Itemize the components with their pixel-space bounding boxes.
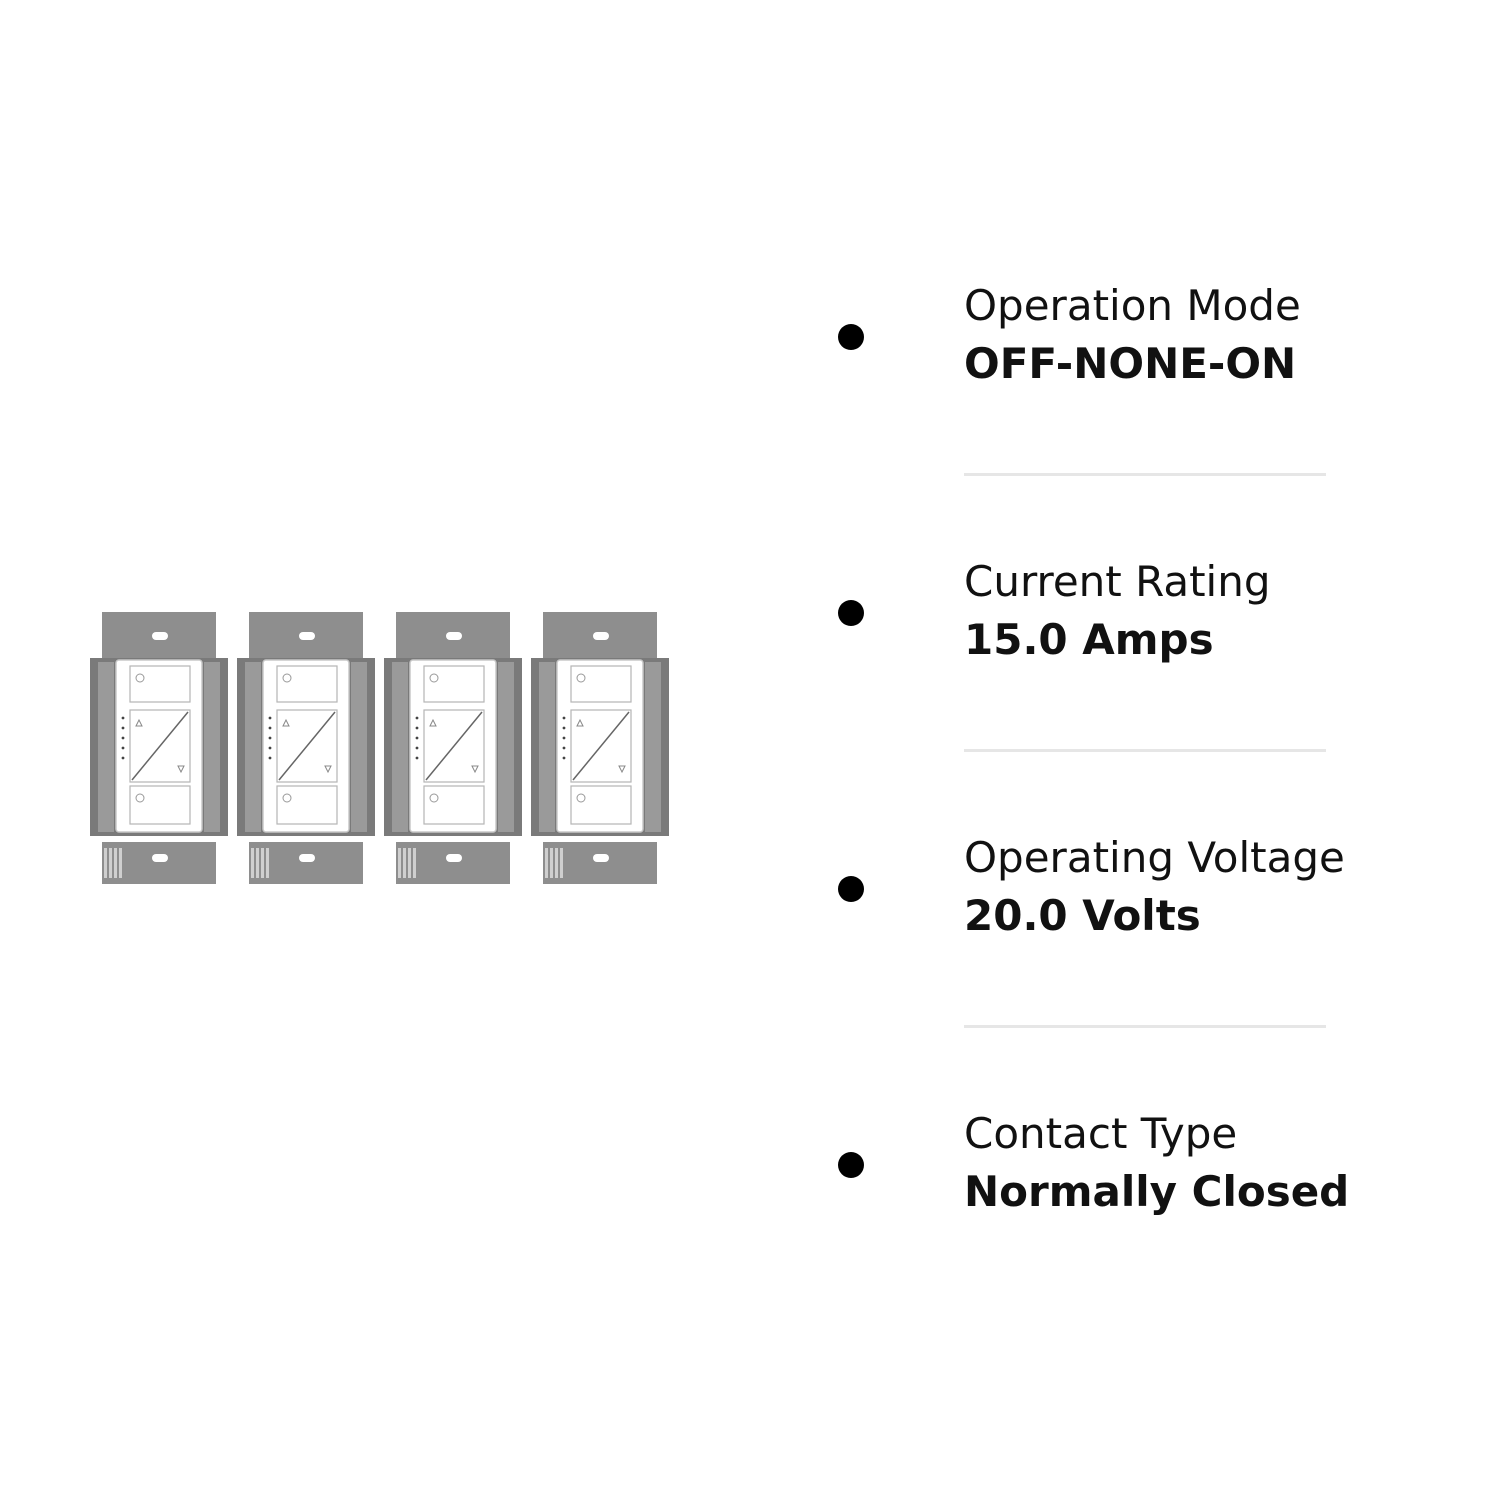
wire-terminal [114,848,117,878]
led-indicator [416,727,419,730]
wire-terminal [266,848,269,878]
dimmer-switch [90,612,228,884]
wire-terminal [550,848,553,878]
divider [964,749,1326,752]
wire-terminal [109,848,112,878]
dimmer-switch [384,612,522,884]
off-button [130,786,190,824]
yoke-side-left [539,662,555,832]
bullet-icon [838,1152,864,1178]
yoke-side-right [351,662,367,832]
wire-terminal [545,848,548,878]
spec-label: Contact Type [964,1109,1238,1158]
screw-slot [446,854,462,862]
led-indicator [416,717,419,720]
yoke-side-left [245,662,261,832]
on-button [571,666,631,702]
yoke-side-right [498,662,514,832]
yoke-side-left [98,662,114,832]
led-indicator [122,757,125,760]
wire-terminal [256,848,259,878]
on-button [424,666,484,702]
led-indicator [269,727,272,730]
led-indicator [563,747,566,750]
wire-terminal [408,848,411,878]
spec-value: OFF-NONE-ON [964,339,1297,388]
wire-terminal [555,848,558,878]
on-button [130,666,190,702]
product-image-four-dimmer-switches [88,610,678,886]
spec-value: 20.0 Volts [964,891,1201,940]
spec-row-current-rating [836,552,1396,828]
screw-slot [152,854,168,862]
led-indicator [269,737,272,740]
screw-slot [593,854,609,862]
off-button [424,786,484,824]
spec-label: Operating Voltage [964,833,1345,882]
led-indicator [269,717,272,720]
wire-terminal [560,848,563,878]
wire-terminal [413,848,416,878]
spec-list [836,276,1396,1380]
spec-value: 15.0 Amps [964,615,1214,664]
bullet-icon [838,600,864,626]
led-indicator [122,737,125,740]
screw-slot [299,854,315,862]
yoke-side-left [392,662,408,832]
screw-slot [299,632,315,640]
wire-terminal [403,848,406,878]
dimmer-switches-illustration [88,610,678,886]
led-indicator [563,717,566,720]
bullet-icon [838,876,864,902]
bullet-icon [838,324,864,350]
dimmer-switch [531,612,669,884]
screw-slot [152,632,168,640]
screw-slot [446,632,462,640]
wire-terminal [104,848,107,878]
spec-label: Current Rating [964,557,1271,606]
spec-row-operation-mode [836,276,1396,552]
led-indicator [563,757,566,760]
led-indicator [416,757,419,760]
wire-terminal [251,848,254,878]
led-indicator [563,737,566,740]
dimmer-switch [237,612,375,884]
off-button [571,786,631,824]
divider [964,473,1326,476]
divider [964,1025,1326,1028]
off-button [277,786,337,824]
led-indicator [269,747,272,750]
led-indicator [416,747,419,750]
screw-slot [593,632,609,640]
led-indicator [563,727,566,730]
spec-label: Operation Mode [964,281,1301,330]
wire-terminal [119,848,122,878]
led-indicator [416,737,419,740]
spec-value: Normally Closed [964,1167,1350,1216]
led-indicator [122,727,125,730]
spec-row-operating-voltage [836,828,1396,1104]
led-indicator [122,717,125,720]
yoke-side-right [645,662,661,832]
yoke-side-right [204,662,220,832]
on-button [277,666,337,702]
led-indicator [122,747,125,750]
wire-terminal [398,848,401,878]
wire-terminal [261,848,264,878]
spec-row-contact-type [836,1104,1396,1380]
led-indicator [269,757,272,760]
